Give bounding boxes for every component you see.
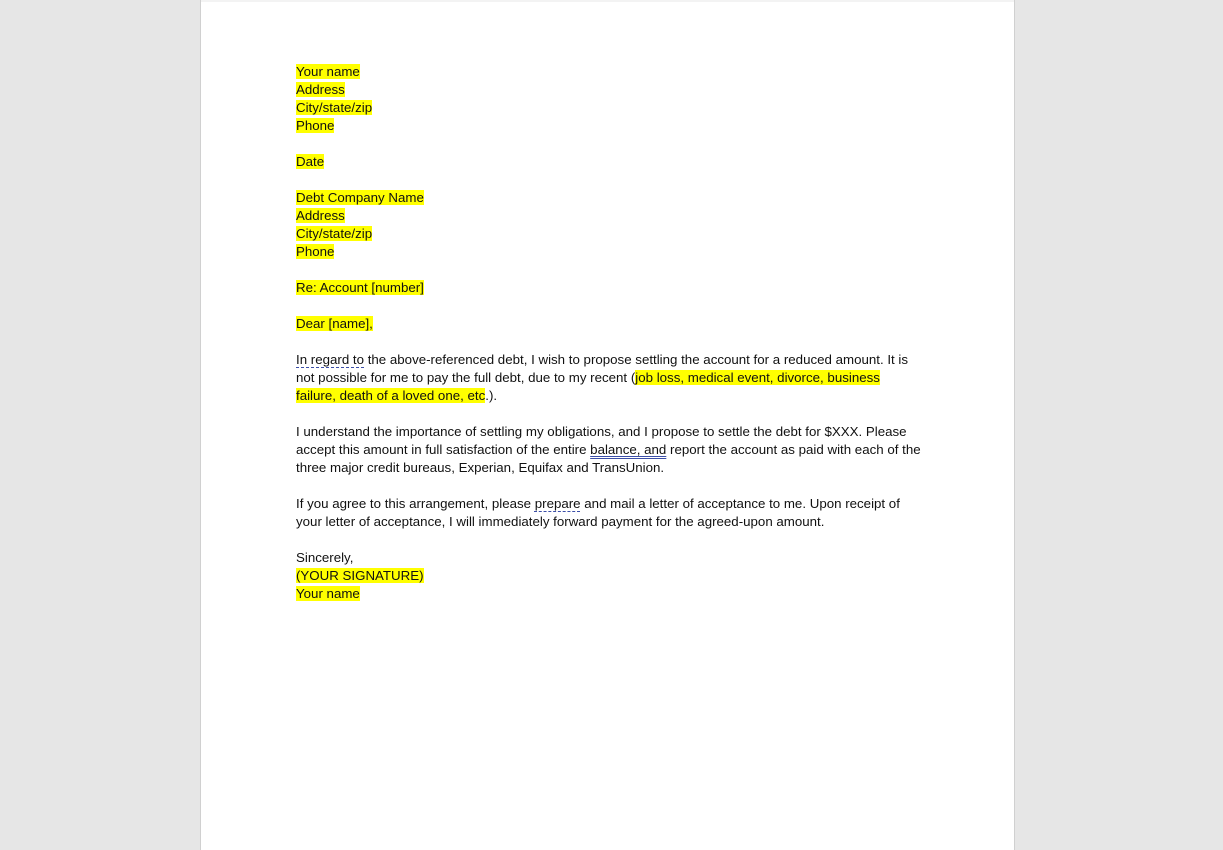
letter-date: Date — [296, 154, 325, 169]
paragraph-1-text: the above-referenced debt, I wish to propose settling the account for a reduced amount. It is not possible for me to pay the full debt, due to my recent ( — [296, 352, 909, 385]
paragraph-1-highlight: job loss, medical event, divorce, business failure, death of a loved one, etc — [296, 370, 880, 403]
spacer — [296, 333, 921, 351]
paragraph-2-text: I understand the importance of settling my obligations, and I propose to settle the debt for $XXX. Please accept this amount in full satisfaction of the entire — [296, 424, 907, 457]
letter-body[interactable] — [296, 63, 921, 603]
closing-name-row — [296, 585, 921, 603]
spacer — [296, 477, 921, 495]
paragraph-3-end: and mail a letter of acceptance to me. Upon receipt of your letter of acceptance, I will immediately forward payment for the agreed-upon amount. — [296, 496, 900, 529]
grammar-flag-balance-and[interactable]: balance, and — [590, 442, 667, 457]
salutation-row — [296, 315, 921, 333]
sender-block-name — [296, 63, 921, 81]
sender-city-state-zip: City/state/zip — [296, 100, 373, 115]
recipient-address: Address — [296, 208, 345, 223]
sender-address-line — [296, 81, 921, 99]
paragraph-2 — [296, 423, 921, 477]
recipient-company: Debt Company Name — [296, 190, 424, 205]
paragraph-1-end: .). — [485, 388, 498, 403]
closing-row — [296, 549, 921, 567]
recipient-city-state-zip: City/state/zip — [296, 226, 373, 241]
spacer — [296, 297, 921, 315]
date-line — [296, 153, 921, 171]
spacer — [296, 531, 921, 549]
closing-signature: (YOUR SIGNATURE) — [296, 568, 424, 583]
sender-phone: Phone — [296, 118, 335, 133]
spacer — [296, 171, 921, 189]
paragraph-3-text: If you agree to this arrangement, please — [296, 496, 535, 511]
spacer — [296, 261, 921, 279]
signature-row — [296, 567, 921, 585]
closing-sincerely: Sincerely, — [296, 550, 354, 565]
spacer — [296, 135, 921, 153]
re-line: Re: Account [number] — [296, 280, 424, 295]
re-line-row — [296, 279, 921, 297]
paragraph-1 — [296, 351, 921, 405]
recipient-city-line — [296, 225, 921, 243]
recipient-address-line — [296, 207, 921, 225]
grammar-flag-in-regard-to[interactable]: In regard to — [296, 352, 365, 367]
recipient-company-line — [296, 189, 921, 207]
spacer — [296, 405, 921, 423]
paragraph-2-end: report the account as paid with each of the three major credit bureaus, Experian, Equifax and TransUnion. — [296, 442, 921, 475]
sender-name: Your name — [296, 64, 360, 79]
salutation: Dear [name], — [296, 316, 373, 331]
paragraph-3 — [296, 495, 921, 531]
document-page[interactable] — [200, 0, 1015, 850]
sender-city-line — [296, 99, 921, 117]
sender-address: Address — [296, 82, 345, 97]
closing-name: Your name — [296, 586, 360, 601]
grammar-flag-prepare[interactable]: prepare — [534, 496, 581, 511]
sender-phone-line — [296, 117, 921, 135]
recipient-phone: Phone — [296, 244, 335, 259]
page-top-edge — [201, 0, 1014, 2]
recipient-phone-line — [296, 243, 921, 261]
